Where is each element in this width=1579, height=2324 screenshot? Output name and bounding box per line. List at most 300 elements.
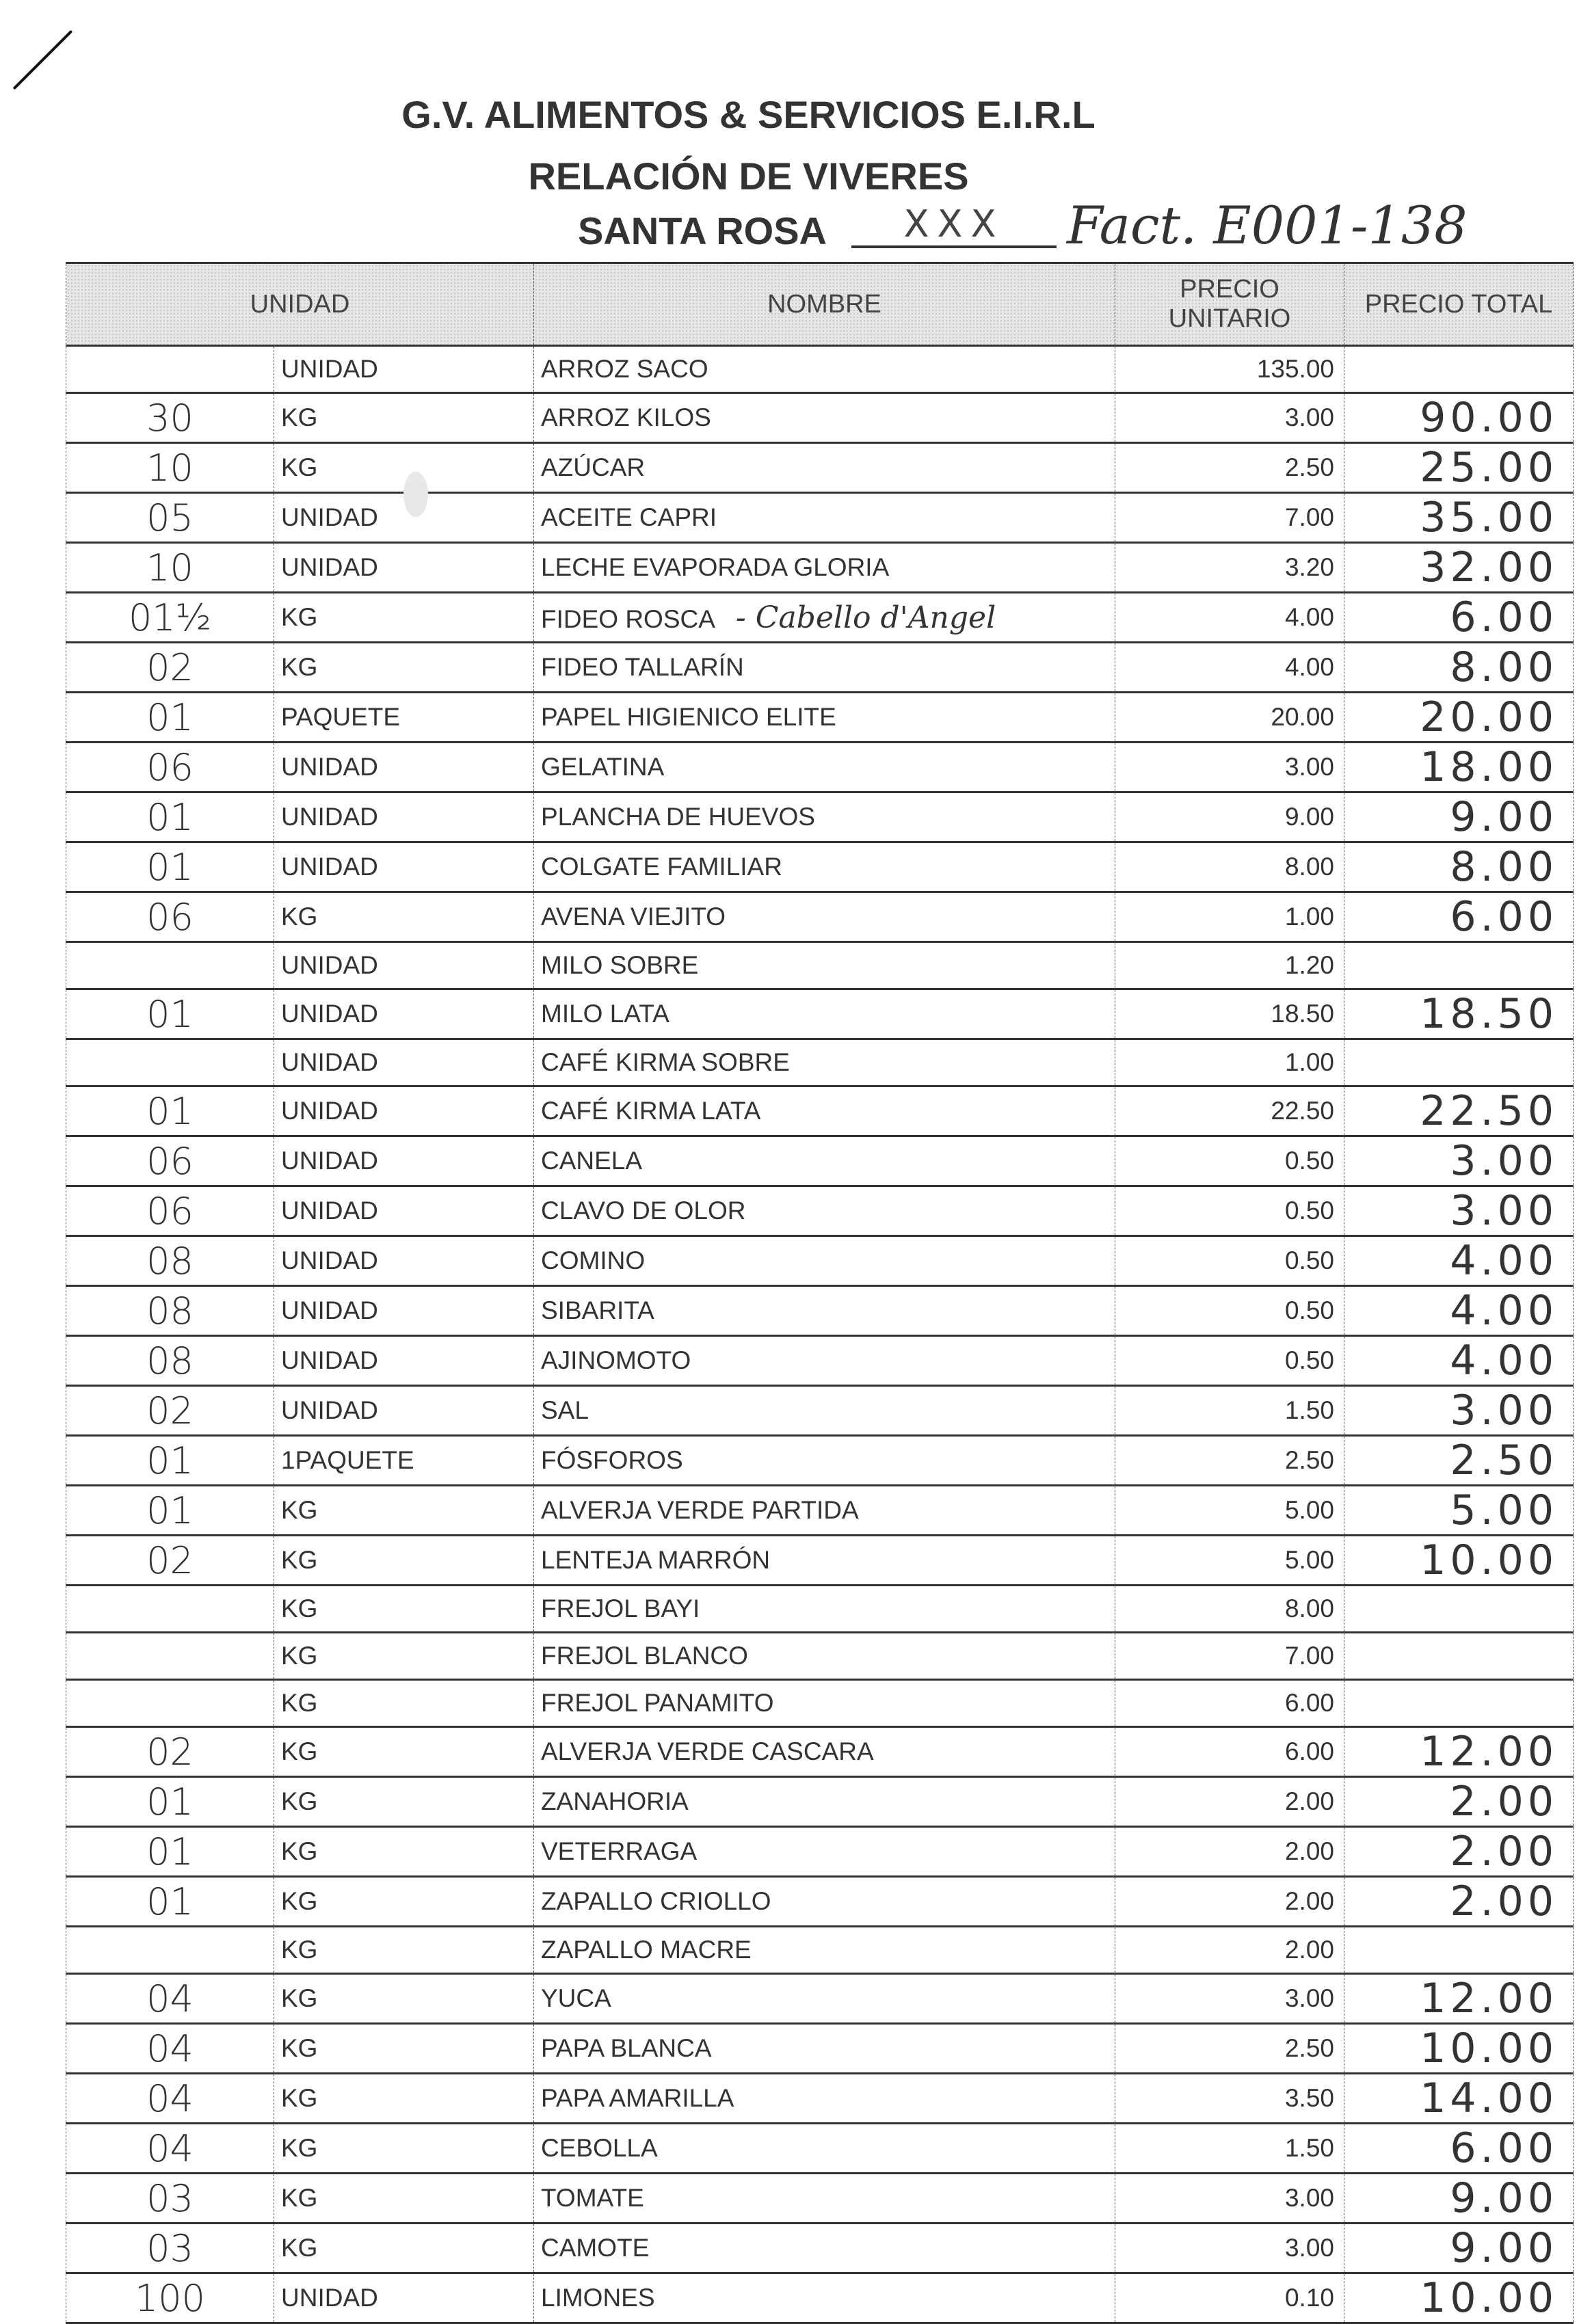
qty-cell <box>66 1086 274 1136</box>
name-cell <box>534 1777 1115 1827</box>
qty-cell <box>66 543 274 593</box>
unit-price-cell-text: 0.50 <box>1284 1296 1334 1324</box>
unit-cell-text: KG <box>281 453 318 481</box>
table-row <box>66 1586 1574 1633</box>
name-cell <box>534 1633 1115 1680</box>
unit-cell-text: KG <box>281 1936 318 1964</box>
unit-price-cell <box>1115 1236 1344 1286</box>
unit-price-cell-text: 2.50 <box>1284 2034 1334 2062</box>
name-cell <box>534 2223 1115 2273</box>
qty-cell <box>66 792 274 842</box>
name-cell <box>534 1236 1115 1286</box>
qty-cell <box>66 1039 274 1086</box>
unit-price-cell-text: 4.00 <box>1284 603 1334 631</box>
name-cell-text: SIBARITA <box>541 1296 654 1324</box>
unit-price-cell <box>1115 1586 1344 1633</box>
unit-cell <box>274 1186 534 1236</box>
total-price-cell <box>1344 1827 1574 1877</box>
total-price-cell-text: 18.50 <box>1420 990 1558 1038</box>
unit-cell <box>274 1827 534 1877</box>
total-price-cell <box>1344 2273 1574 2323</box>
unit-cell <box>274 1039 534 1086</box>
total-price-cell <box>1344 1336 1574 1386</box>
unit-cell-text: KG <box>281 1642 318 1670</box>
table-row <box>66 743 1574 792</box>
name-cell-text: ARROZ KILOS <box>541 403 711 431</box>
unit-cell-text: UNIDAD <box>281 1396 378 1424</box>
total-price-cell <box>1344 2223 1574 2273</box>
name-cell <box>534 989 1115 1039</box>
unit-price-cell-text: 135.00 <box>1256 355 1334 383</box>
unit-cell-text: UNIDAD <box>281 1097 378 1125</box>
unit-cell <box>274 892 534 942</box>
unit-cell <box>274 593 534 643</box>
unit-price-cell-text: 8.00 <box>1284 1594 1334 1622</box>
qty-cell <box>66 1536 274 1586</box>
qty-cell <box>66 1286 274 1336</box>
table-row <box>66 2174 1574 2223</box>
total-price-cell <box>1344 792 1574 842</box>
qty-cell <box>66 1680 274 1727</box>
unit-price-cell-text: 2.00 <box>1284 1887 1334 1915</box>
unit-cell-text: UNIDAD <box>281 753 378 781</box>
name-cell <box>534 593 1115 643</box>
total-price-cell-text: 6.00 <box>1450 593 1558 641</box>
unit-price-cell <box>1115 1633 1344 1680</box>
qty-cell <box>66 2024 274 2074</box>
qty-cell <box>66 989 274 1039</box>
name-cell <box>534 543 1115 593</box>
qty-cell-text: 01 <box>146 992 194 1036</box>
qty-cell-text: 03 <box>146 2226 194 2270</box>
unit-price-cell <box>1115 1486 1344 1536</box>
table-row <box>66 842 1574 892</box>
total-price-cell-text: 6.00 <box>1450 2124 1558 2172</box>
table-row <box>66 693 1574 743</box>
unit-cell <box>274 1974 534 2024</box>
unit-cell <box>274 1727 534 1777</box>
total-price-cell-text: 8.00 <box>1450 843 1558 891</box>
total-price-cell-text: 12.00 <box>1420 1975 1558 2022</box>
qty-cell <box>66 1727 274 1777</box>
unit-cell <box>274 643 534 693</box>
unit-price-cell-text: 1.00 <box>1284 1048 1334 1076</box>
unit-cell <box>274 842 534 892</box>
name-cell <box>534 1039 1115 1086</box>
qty-cell <box>66 1236 274 1286</box>
name-cell-text: ALVERJA VERDE PARTIDA <box>541 1496 859 1524</box>
unit-cell <box>274 743 534 792</box>
name-cell <box>534 1336 1115 1386</box>
qty-cell <box>66 2074 274 2124</box>
unit-cell <box>274 1877 534 1927</box>
total-price-cell-text: 18.00 <box>1420 743 1558 791</box>
unit-price-cell <box>1115 792 1344 842</box>
unit-cell <box>274 1286 534 1336</box>
provisions-table <box>66 262 1574 2324</box>
table-row <box>66 892 1574 942</box>
qty-cell <box>66 346 274 393</box>
table-row <box>66 1827 1574 1877</box>
unit-cell <box>274 1536 534 1586</box>
name-cell-text: ZAPALLO CRIOLLO <box>541 1887 771 1915</box>
unit-price-cell <box>1115 1727 1344 1777</box>
table-row <box>66 1136 1574 1186</box>
name-cell <box>534 2024 1115 2074</box>
table-row <box>66 1386 1574 1436</box>
unit-price-cell-text: 20.00 <box>1271 703 1334 731</box>
unit-cell-text: KG <box>281 1837 318 1865</box>
unit-price-cell <box>1115 1136 1344 1186</box>
name-cell-text: TOMATE <box>541 2184 644 2212</box>
total-price-cell <box>1344 1136 1574 1186</box>
location-value: XXX <box>851 202 1057 248</box>
name-cell-text: COMINO <box>541 1246 646 1274</box>
unit-cell-text: 1PAQUETE <box>281 1446 414 1474</box>
unit-price-cell <box>1115 2273 1344 2323</box>
col-header-precio-unitario: PRECIO UNITARIO <box>1115 263 1344 346</box>
name-cell-text: CLAVO DE OLOR <box>541 1197 746 1225</box>
qty-cell <box>66 2124 274 2174</box>
unit-price-cell-text: 22.50 <box>1271 1097 1334 1125</box>
unit-price-cell-text: 0.50 <box>1284 1197 1334 1225</box>
unit-price-cell-text: 3.50 <box>1284 2084 1334 2112</box>
total-price-cell <box>1344 942 1574 989</box>
company-name: G.V. ALIMENTOS & SERVICIOS E.I.R.L <box>401 93 1096 136</box>
total-price-cell-text: 4.00 <box>1450 1237 1558 1285</box>
total-price-cell <box>1344 1727 1574 1777</box>
qty-cell-text: 01 <box>146 1439 194 1482</box>
total-price-cell <box>1344 1586 1574 1633</box>
qty-cell-text: 03 <box>146 2176 194 2220</box>
unit-price-cell <box>1115 2024 1344 2074</box>
table-row <box>66 2223 1574 2273</box>
name-cell-text: FREJOL BAYI <box>541 1594 700 1622</box>
name-cell <box>534 1680 1115 1727</box>
total-price-cell <box>1344 2174 1574 2223</box>
name-cell <box>534 1286 1115 1336</box>
name-cell-text: FREJOL PANAMITO <box>541 1689 774 1717</box>
total-price-cell <box>1344 1039 1574 1086</box>
unit-cell <box>274 1586 534 1633</box>
unit-cell-text: UNIDAD <box>281 803 378 831</box>
name-cell <box>534 1827 1115 1877</box>
total-price-cell-text: 6.00 <box>1450 893 1558 941</box>
table-row <box>66 2024 1574 2074</box>
total-price-cell-text: 35.00 <box>1420 494 1558 542</box>
unit-cell-text: UNIDAD <box>281 503 378 531</box>
total-price-cell-text: 90.00 <box>1420 394 1558 442</box>
unit-cell <box>274 543 534 593</box>
unit-price-cell-text: 1.50 <box>1284 1396 1334 1424</box>
qty-cell <box>66 1486 274 1536</box>
qty-cell <box>66 1386 274 1436</box>
table-row <box>66 1727 1574 1777</box>
name-cell-text: SAL <box>541 1396 589 1424</box>
unit-cell-text: KG <box>281 653 318 681</box>
total-price-cell-text: 32.00 <box>1420 544 1558 591</box>
qty-cell-text: 01 <box>146 1880 194 1923</box>
unit-price-cell <box>1115 643 1344 693</box>
unit-cell <box>274 2074 534 2124</box>
unit-cell-text: PAQUETE <box>281 703 401 731</box>
unit-cell <box>274 1236 534 1286</box>
unit-price-cell-text: 9.00 <box>1284 803 1334 831</box>
total-price-cell <box>1344 1536 1574 1586</box>
unit-price-cell-text: 8.00 <box>1284 853 1334 881</box>
table-row <box>66 2074 1574 2124</box>
unit-cell <box>274 2174 534 2223</box>
qty-cell-text: 04 <box>146 2076 194 2120</box>
unit-price-cell <box>1115 693 1344 743</box>
total-price-cell <box>1344 892 1574 942</box>
name-cell-text: FREJOL BLANCO <box>541 1642 748 1670</box>
total-price-cell <box>1344 1927 1574 1974</box>
qty-cell-text: 02 <box>146 645 194 689</box>
unit-price-cell-text: 2.00 <box>1284 1837 1334 1865</box>
qty-cell <box>66 1586 274 1633</box>
unit-price-cell <box>1115 842 1344 892</box>
table-row <box>66 1436 1574 1486</box>
name-cell-text: AVENA VIEJITO <box>541 903 726 931</box>
unit-price-cell-text: 3.00 <box>1284 1984 1334 2012</box>
unit-cell-text: KG <box>281 1594 318 1622</box>
total-price-cell <box>1344 2074 1574 2124</box>
qty-cell-text: 01 <box>146 695 194 739</box>
unit-cell <box>274 1486 534 1536</box>
name-cell-text: AJINOMOTO <box>541 1346 691 1374</box>
unit-cell <box>274 1086 534 1136</box>
total-price-cell-text: 3.00 <box>1450 1137 1558 1185</box>
name-cell <box>534 892 1115 942</box>
total-price-cell-text: 9.00 <box>1450 2174 1558 2222</box>
unit-cell-text: KG <box>281 2134 318 2162</box>
name-cell-text: FIDEO TALLARÍN <box>541 653 744 681</box>
name-cell-text: MILO LATA <box>541 1000 669 1028</box>
table-row <box>66 1633 1574 1680</box>
table-row <box>66 1186 1574 1236</box>
name-cell <box>534 1186 1115 1236</box>
name-cell <box>534 693 1115 743</box>
unit-cell <box>274 942 534 989</box>
unit-price-cell <box>1115 1386 1344 1436</box>
unit-price-cell <box>1115 1927 1344 1974</box>
table-row <box>66 942 1574 989</box>
total-price-cell <box>1344 1186 1574 1236</box>
total-price-cell-text: 12.00 <box>1420 1728 1558 1776</box>
table-row <box>66 543 1574 593</box>
total-price-cell-text: 2.50 <box>1450 1437 1558 1484</box>
name-cell-text: ARROZ SACO <box>541 355 708 383</box>
unit-price-cell-text: 0.50 <box>1284 1246 1334 1274</box>
qty-cell-text: 08 <box>146 1239 194 1283</box>
unit-cell <box>274 989 534 1039</box>
name-cell-text: ALVERJA VERDE CASCARA <box>541 1737 874 1765</box>
unit-cell <box>274 2024 534 2074</box>
qty-cell-text: 10 <box>146 546 194 589</box>
qty-cell <box>66 493 274 543</box>
unit-cell-text: UNIDAD <box>281 853 378 881</box>
qty-cell-text: 06 <box>146 1189 194 1233</box>
qty-cell <box>66 693 274 743</box>
total-price-cell <box>1344 2124 1574 2174</box>
name-cell-text: AZÚCAR <box>541 453 646 481</box>
total-price-cell-text: 9.00 <box>1450 2224 1558 2272</box>
unit-price-cell <box>1115 1827 1344 1877</box>
unit-price-cell-text: 0.50 <box>1284 1147 1334 1175</box>
unit-price-cell <box>1115 942 1344 989</box>
unit-price-cell <box>1115 593 1344 643</box>
total-price-cell <box>1344 1877 1574 1927</box>
unit-cell <box>274 2124 534 2174</box>
unit-cell-text: UNIDAD <box>281 1246 378 1274</box>
table-row <box>66 1086 1574 1136</box>
unit-cell <box>274 1633 534 1680</box>
name-cell <box>534 1586 1115 1633</box>
qty-cell <box>66 1974 274 2024</box>
unit-price-cell-text: 4.00 <box>1284 653 1334 681</box>
qty-cell <box>66 1186 274 1236</box>
name-cell-text: MILO SOBRE <box>541 951 699 979</box>
unit-cell <box>274 1336 534 1386</box>
total-price-cell <box>1344 1286 1574 1336</box>
total-price-cell <box>1344 1086 1574 1136</box>
unit-price-cell <box>1115 2174 1344 2223</box>
total-price-cell-text: 3.00 <box>1450 1187 1558 1235</box>
name-cell <box>534 443 1115 493</box>
unit-price-cell-text: 1.50 <box>1284 2134 1334 2162</box>
total-price-cell <box>1344 693 1574 743</box>
table-row <box>66 593 1574 643</box>
table-row <box>66 1927 1574 1974</box>
unit-price-cell <box>1115 989 1344 1039</box>
table-row <box>66 989 1574 1039</box>
qty-cell <box>66 1927 274 1974</box>
table-header-row <box>66 263 1574 346</box>
name-cell-text: COLGATE FAMILIAR <box>541 853 782 881</box>
name-cell-text: LIMONES <box>541 2284 655 2312</box>
total-price-cell <box>1344 989 1574 1039</box>
total-price-cell-text: 4.00 <box>1450 1287 1558 1335</box>
total-price-cell-text: 22.50 <box>1420 1087 1558 1135</box>
name-cell <box>534 1386 1115 1436</box>
total-price-cell-text: 2.00 <box>1450 1828 1558 1875</box>
qty-cell <box>66 443 274 493</box>
unit-price-cell-text: 2.00 <box>1284 1787 1334 1815</box>
unit-price-cell <box>1115 493 1344 543</box>
total-price-cell <box>1344 1633 1574 1680</box>
name-cell-text: LECHE EVAPORADA GLORIA <box>541 553 890 581</box>
total-price-cell-text: 10.00 <box>1420 2025 1558 2072</box>
name-cell-text: ACEITE CAPRI <box>541 503 717 531</box>
name-cell-text: PAPEL HIGIENICO ELITE <box>541 703 836 731</box>
total-price-cell-text: 10.00 <box>1420 2274 1558 2322</box>
total-price-cell <box>1344 393 1574 443</box>
table-row <box>66 346 1574 393</box>
unit-cell <box>274 1927 534 1974</box>
qty-cell <box>66 842 274 892</box>
total-price-cell-text: 8.00 <box>1450 643 1558 691</box>
table-row <box>66 643 1574 693</box>
name-cell <box>534 2273 1115 2323</box>
unit-price-cell-text: 6.00 <box>1284 1737 1334 1765</box>
unit-price-cell-text: 18.50 <box>1271 1000 1334 1028</box>
table-row <box>66 493 1574 543</box>
name-cell-text: LENTEJA MARRÓN <box>541 1546 771 1574</box>
unit-cell <box>274 1436 534 1486</box>
name-cell <box>534 792 1115 842</box>
unit-price-cell <box>1115 1336 1344 1386</box>
unit-cell-text: KG <box>281 903 318 931</box>
name-cell <box>534 2124 1115 2174</box>
unit-cell-text: KG <box>281 1737 318 1765</box>
invoice-note: Fact. E001-138 <box>1067 195 1468 256</box>
total-price-cell <box>1344 1436 1574 1486</box>
qty-cell <box>66 1827 274 1877</box>
name-cell-text: CEBOLLA <box>541 2134 658 2162</box>
table-row <box>66 443 1574 493</box>
unit-cell-text: KG <box>281 2234 318 2262</box>
col-header-unidad: UNIDAD <box>66 263 534 346</box>
qty-cell-text: 02 <box>146 1538 194 1582</box>
qty-cell <box>66 1877 274 1927</box>
name-cell <box>534 2174 1115 2223</box>
unit-price-cell <box>1115 1286 1344 1336</box>
unit-cell-text: KG <box>281 1689 318 1717</box>
qty-cell <box>66 2273 274 2323</box>
total-price-cell <box>1344 543 1574 593</box>
name-cell <box>534 1136 1115 1186</box>
name-cell <box>534 643 1115 693</box>
name-cell-text: PAPA AMARILLA <box>541 2084 734 2112</box>
qty-cell <box>66 1633 274 1680</box>
qty-cell-text: 05 <box>146 496 194 539</box>
unit-cell-text: UNIDAD <box>281 2284 378 2312</box>
unit-price-cell <box>1115 743 1344 792</box>
qty-cell <box>66 1336 274 1386</box>
unit-cell-text: UNIDAD <box>281 553 378 581</box>
unit-price-cell <box>1115 1086 1344 1136</box>
unit-price-cell <box>1115 393 1344 443</box>
unit-cell-text: UNIDAD <box>281 951 378 979</box>
qty-cell <box>66 1136 274 1186</box>
unit-cell-text: KG <box>281 2184 318 2212</box>
total-price-cell <box>1344 443 1574 493</box>
qty-cell-text: 08 <box>146 1289 194 1333</box>
unit-cell-text: UNIDAD <box>281 1346 378 1374</box>
total-price-cell-text: 2.00 <box>1450 1878 1558 1925</box>
unit-price-cell-text: 3.00 <box>1284 753 1334 781</box>
unit-cell-text: KG <box>281 403 318 431</box>
name-cell-text: PLANCHA DE HUEVOS <box>541 803 815 831</box>
unit-price-cell <box>1115 346 1344 393</box>
name-cell-text: FÓSFOROS <box>541 1446 683 1474</box>
total-price-cell-text: 3.00 <box>1450 1387 1558 1434</box>
unit-price-cell <box>1115 1777 1344 1827</box>
total-price-cell <box>1344 1777 1574 1827</box>
total-price-cell-text: 2.00 <box>1450 1778 1558 1826</box>
qty-cell-text: 01½ <box>128 596 212 639</box>
qty-cell-text: 04 <box>146 1977 194 2020</box>
unit-cell-text: UNIDAD <box>281 1000 378 1028</box>
unit-cell-text: KG <box>281 1787 318 1815</box>
qty-cell <box>66 643 274 693</box>
name-cell-text: GELATINA <box>541 753 665 781</box>
unit-price-cell <box>1115 892 1344 942</box>
unit-cell <box>274 1777 534 1827</box>
qty-cell-text: 06 <box>146 1139 194 1183</box>
unit-cell-text: KG <box>281 1496 318 1524</box>
